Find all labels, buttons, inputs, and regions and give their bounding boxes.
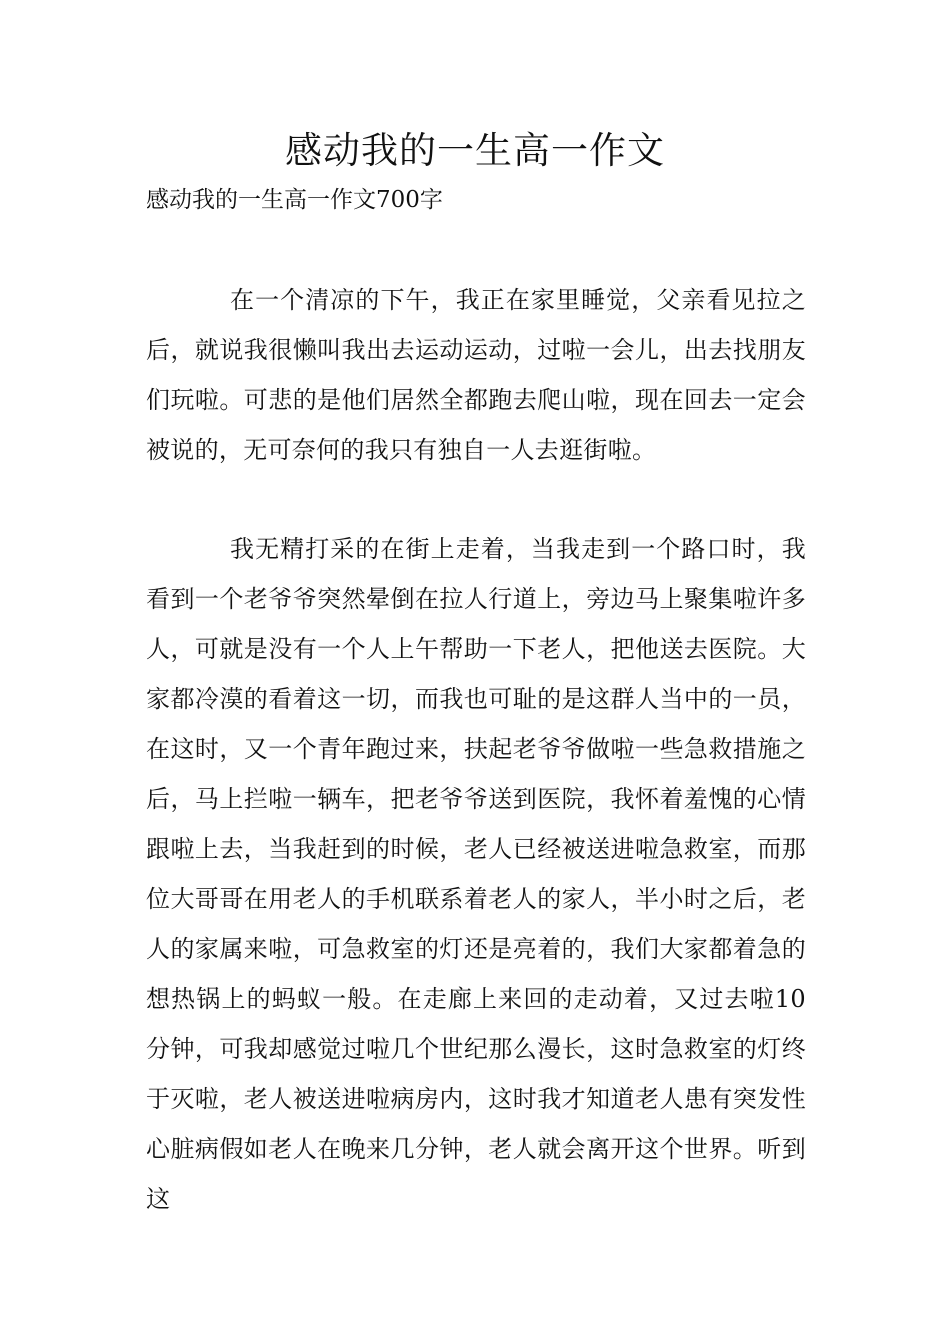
paragraph-1: 在一个清凉的下午，我正在家里睡觉，父亲看见拉之后，就说我很懒叫我出去运动运动，过啦一会儿，出去找朋友们玩啦。可悲的是他们居然全都跑去爬山啦，现在回去一定会被说的，无可奈何的我只有独自一人去逛街啦。 xyxy=(146,286,806,464)
document-subtitle: 感动我的一生高一作文700字 xyxy=(146,187,443,213)
paragraph-2: 我无精打采的在街上走着，当我走到一个路口时，我看到一个老爷爷突然晕倒在拉人行道上，旁边马上聚集啦许多人，可就是没有一个人上午帮助一下老人，把他送去医院。大家都冷漠的看着这一切，而我也可耻的是这群人当中的一员，在这时，又一个青年跑过来，扶起老爷爷做啦一些急救措施之后，马上拦啦一辆车，把老爷爷送到医院，我怀着羞愧的心情跟啦上去，当我赶到的时候，老人已经被送进啦急救室，而那位大哥哥在用老人的手机联系着老人的家人，半小时之后，老人的家属来啦，可急救室的灯还是亮着的，我们大家都着急的想热锅上的蚂蚁一般。在走廊上来回的走动着，又过去啦10分钟，可我却感觉过啦几个世纪那么漫长，这时急救室的灯终于灭啦，老人被送进啦病房内，这时我才知道老人患有突发性心脏病假如老人在晚来几分钟，老人就会离开这个世界。听到这 xyxy=(146,535,806,1213)
document-title: 感动我的一生高一作文 xyxy=(285,129,665,172)
